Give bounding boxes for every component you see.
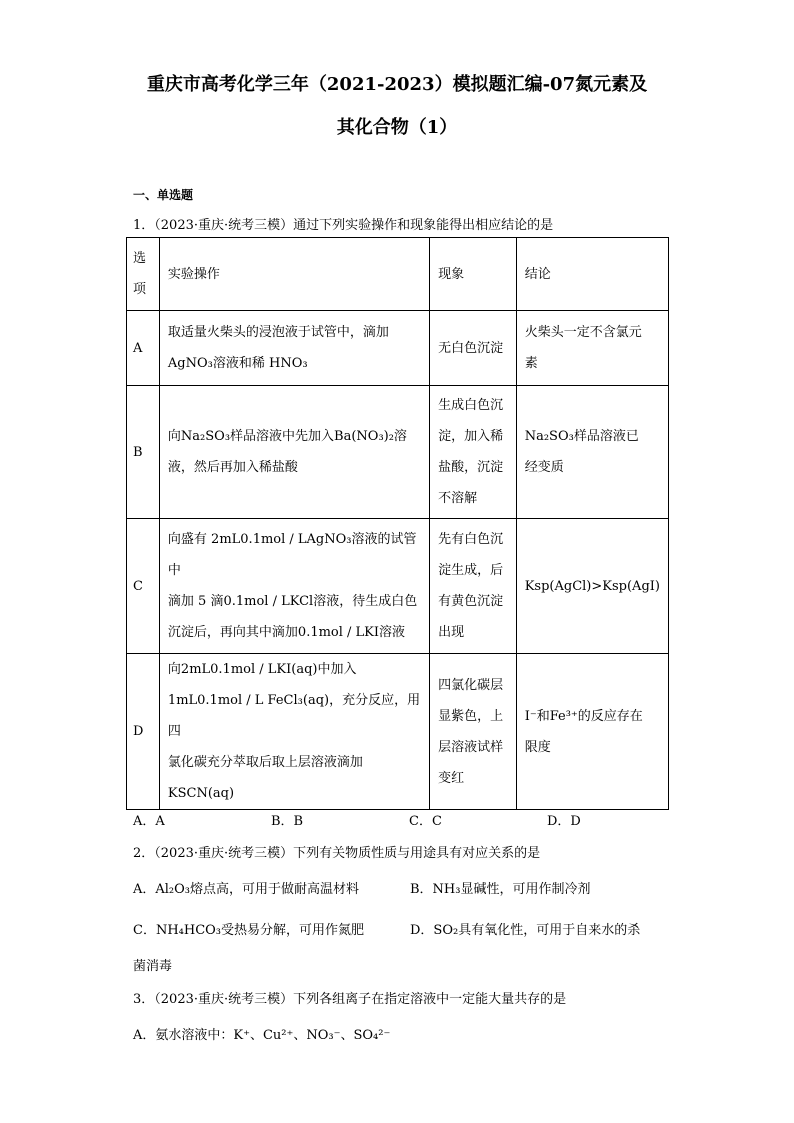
cell-line: 向盛有 2mL0.1mol / LAgNO₃溶液的试管中 bbox=[167, 532, 417, 578]
row-operation bbox=[159, 386, 429, 519]
cell-line: 滴加 5 滴0.1mol / LKCl溶液，待生成白色 bbox=[167, 594, 418, 609]
table-header-row bbox=[127, 238, 669, 311]
row-operation bbox=[159, 519, 429, 654]
doc-title-line1: 重庆市高考化学三年（2021-2023）模拟题汇编-07氮元素及 bbox=[146, 74, 648, 95]
row-phenomenon bbox=[430, 311, 517, 386]
row-conclusion bbox=[516, 386, 668, 519]
table-row bbox=[127, 386, 669, 519]
cell-line: 出现 bbox=[438, 625, 465, 640]
row-option: C bbox=[127, 519, 160, 654]
q2-option-d: D．SO₂具有氧化性，可用于自来水的杀 bbox=[410, 923, 641, 938]
cell-line: 变红 bbox=[438, 770, 465, 786]
cell-line: I⁻和Fe³⁺的反应存在 bbox=[524, 708, 643, 724]
q2-option-a: A．Al₂O₃熔点高，可用于做耐高温材料 bbox=[133, 882, 360, 897]
cell-line: Ksp(AgCl)>Ksp(AgI) bbox=[524, 578, 660, 594]
cell-line: 沉淀后，再向其中滴加0.1mol / LKI溶液 bbox=[167, 625, 406, 640]
cell-line: 向Na₂SO₃样品溶液中先加入Ba(NO₃)₂溶 bbox=[167, 429, 407, 444]
choice-b: B．B bbox=[271, 814, 304, 829]
row-phenomenon bbox=[430, 386, 517, 519]
table-row bbox=[127, 519, 669, 654]
header-phenomenon: 现象 bbox=[430, 238, 517, 311]
row-conclusion bbox=[516, 519, 668, 654]
row-operation bbox=[159, 654, 429, 810]
q2-option-c: C．NH₄HCO₃受热易分解，可用作氮肥 bbox=[133, 923, 365, 938]
question-2-row1 bbox=[133, 878, 693, 898]
row-phenomenon bbox=[430, 519, 517, 654]
cell-line: 淀生成，后 bbox=[438, 563, 504, 578]
section-heading: 一、单选题 bbox=[133, 188, 194, 202]
choice-a: A．A bbox=[133, 814, 165, 829]
cell-line: 盐酸，沉淀 bbox=[438, 460, 504, 475]
cell-line: 四氯化碳层 bbox=[438, 677, 504, 693]
cell-line: 显紫色，上 bbox=[438, 708, 504, 724]
cell-line: 不溶解 bbox=[438, 491, 478, 506]
cell-line: 向2mL0.1mol / LKI(aq)中加入 bbox=[167, 662, 357, 677]
cell-line: 无白色沉淀 bbox=[438, 340, 504, 356]
cell-line: 淀，加入稀 bbox=[438, 429, 504, 444]
cell-line: 氯化碳充分萃取后取上层溶液滴加 bbox=[167, 755, 363, 770]
row-phenomenon bbox=[430, 654, 517, 810]
header-conclusion: 结论 bbox=[516, 238, 668, 311]
q3-option-a: A．氨水溶液中：K⁺、Cu²⁺、NO₃⁻、SO₄²⁻ bbox=[133, 1028, 391, 1043]
cell-line: 经变质 bbox=[524, 460, 564, 475]
row-conclusion bbox=[516, 311, 668, 386]
row-option: D bbox=[127, 654, 160, 810]
row-operation bbox=[159, 311, 429, 386]
table-row bbox=[127, 654, 669, 810]
choice-d: D．D bbox=[547, 814, 581, 829]
row-option: A bbox=[127, 311, 160, 386]
cell-line: KSCN(aq) bbox=[167, 786, 235, 801]
header-operation: 实验操作 bbox=[159, 238, 429, 311]
cell-line: 限度 bbox=[524, 739, 551, 755]
table-row bbox=[127, 311, 669, 386]
cell-line: 生成白色沉 bbox=[438, 398, 504, 413]
cell-line: 1mL0.1mol / L FeCl₃(aq)，充分反应，用四 bbox=[167, 693, 421, 739]
row-conclusion bbox=[516, 654, 668, 810]
cell-line: 层溶液试样 bbox=[438, 739, 504, 755]
cell-line: 液，然后再加入稀盐酸 bbox=[167, 460, 298, 475]
question-2-row2 bbox=[133, 919, 693, 939]
question-1-choices bbox=[133, 810, 693, 830]
cell-line: Na₂SO₃样品溶液已 bbox=[524, 429, 639, 444]
cell-line: 先有白色沉 bbox=[438, 532, 504, 547]
question-1-stem: 1．（2023·重庆·统考三模）通过下列实验操作和现象能得出相应结论的是 bbox=[133, 218, 554, 233]
question-2-stem: 2．（2023·重庆·统考三模）下列有关物质性质与用途具有对应关系的是 bbox=[133, 846, 541, 861]
cell-line: 素 bbox=[524, 356, 538, 371]
cell-line: 火柴头一定不含氯元 bbox=[524, 325, 642, 340]
experiment-table bbox=[126, 237, 669, 810]
cell-line: AgNO₃溶液和稀 HNO₃ bbox=[167, 356, 308, 371]
cell-line: 取适量火柴头的浸泡液于试管中，滴加 bbox=[167, 325, 389, 340]
choice-c: C．C bbox=[409, 814, 442, 829]
question-3-stem: 3．（2023·重庆·统考三模）下列各组离子在指定溶液中一定能大量共存的是 bbox=[133, 992, 567, 1007]
doc-title-line2: 其化合物（1） bbox=[336, 117, 458, 138]
q2-option-b: B．NH₃显碱性，可用作制冷剂 bbox=[410, 882, 591, 897]
header-option: 选 项 bbox=[127, 238, 160, 311]
q2-option-d-continued: 菌消毒 bbox=[133, 959, 173, 974]
cell-line: 有黄色沉淀 bbox=[438, 594, 504, 609]
row-option: B bbox=[127, 386, 160, 519]
